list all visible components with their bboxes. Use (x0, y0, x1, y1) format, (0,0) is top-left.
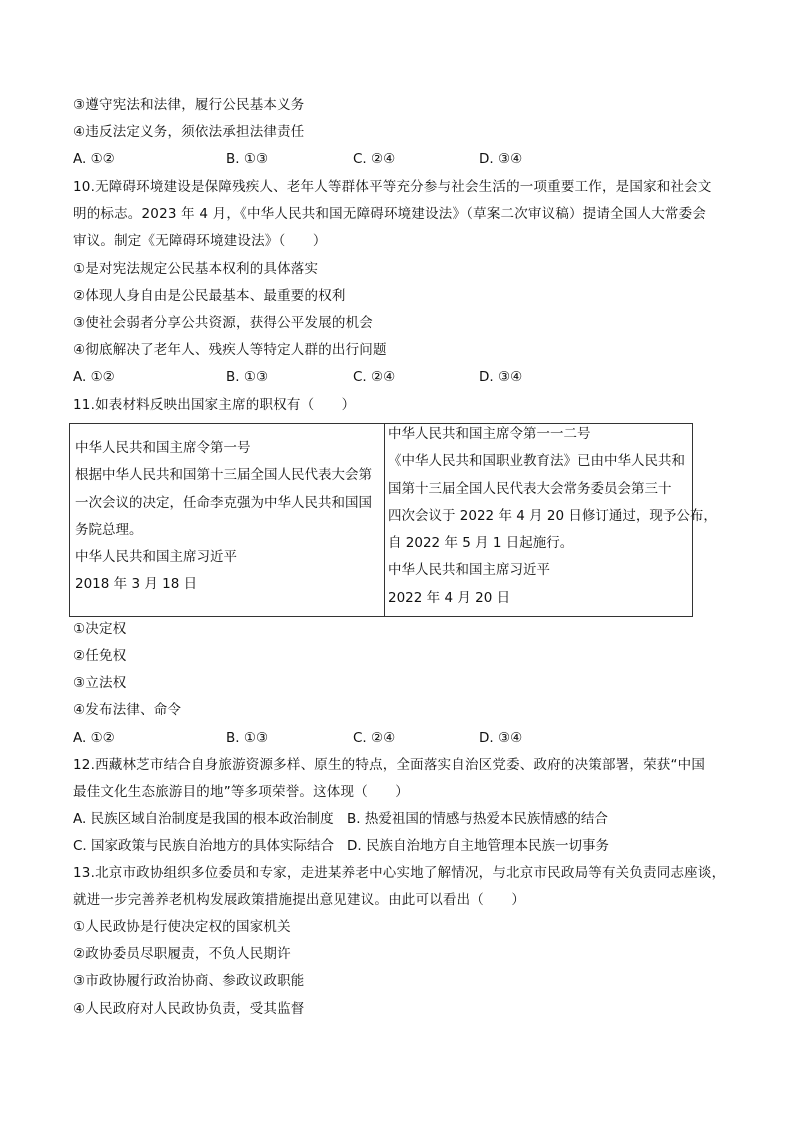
table-cell-right (388, 421, 717, 612)
q12-stem-line-1: 12.西藏林芝市结合自身旅游资源多样、原生的特点，全面落实自治区党委、政府的决策部署，荣获“中国 (73, 757, 706, 773)
q12-stem-line-2: 最佳文化生态旅游目的地”等多项荣誉。这体现（ ） (73, 784, 409, 800)
q9-item-3: ③遵守宪法和法律，履行公民基本义务 (73, 97, 305, 113)
q10-option-b: B. ①③ (226, 369, 269, 385)
q9-option-b: B. ①③ (226, 151, 269, 167)
q10-option-c: C. ②④ (353, 369, 396, 385)
q11-item-4: ④发布法律、命令 (73, 702, 182, 718)
right-line-5: 自 2022 年 5 月 1 日起施行。 (388, 535, 574, 552)
q13-item-1: ①人民政协是行使决定权的国家机关 (73, 919, 291, 935)
right-line-7: 2022 年 4 月 20 日 (388, 589, 511, 606)
q9-option-a: A. ①② (73, 151, 115, 167)
q10-stem-line-3: 审议。制定《无障碍环境建设法》（ ） (73, 233, 327, 249)
right-line-4: 四次会议于 2022 年 4 月 20 日修订通过，现予公布， (388, 507, 717, 524)
q12-option-b: B. 热爱祖国的情感与热爱本民族情感的结合 (347, 811, 608, 827)
right-line-1: 中华人民共和国主席令第一一二号 (388, 426, 591, 442)
q11-stem: 11.如表材料反映出国家主席的职权有（ ） (73, 397, 356, 413)
q11-item-3: ③立法权 (73, 675, 127, 691)
q11-option-c: C. ②④ (353, 730, 396, 746)
q10-stem-line-2: 明的标志。2023 年 4 月，《中华人民共和国无障碍环境建设法》（草案二次审议稿）提请全国人大常委会 (73, 206, 707, 222)
q12-option-d: D. 民族自治地方自主地管理本民族一切事务 (347, 838, 609, 854)
q9-option-d: D. ③④ (479, 151, 523, 167)
right-line-2: 《中华人民共和国职业教育法》已由中华人民共和 (388, 453, 685, 470)
table-cell-left (75, 435, 380, 599)
q10-stem-line-1: 10.无障碍环境建设是保障残疾人、老年人等群体平等充分参与社会生活的一项重要工作，是国家和社会文 (73, 179, 712, 195)
left-line-1: 中华人民共和国主席令第一号 (75, 440, 251, 456)
q11-item-2: ②任免权 (73, 648, 127, 664)
q9-option-c: C. ②④ (353, 151, 396, 167)
q10-item-2: ②体现人身自由是公民最基本、最重要的权利 (73, 288, 346, 304)
right-line-6: 中华人民共和国主席习近平 (388, 562, 550, 579)
q11-option-a: A. ①② (73, 730, 115, 746)
q11-option-b: B. ①③ (226, 730, 269, 746)
left-line-3: 一次会议的决定，任命李克强为中华人民共和国国 (75, 494, 372, 511)
q13-item-4: ④人民政府对人民政协负责，受其监督 (73, 1001, 305, 1017)
q12-option-c: C. 国家政策与民族自治地方的具体实际结合 (73, 838, 335, 854)
q9-item-4: ④违反法定义务，须依法承担法律责任 (73, 124, 305, 140)
table-divider (384, 424, 385, 616)
q13-stem-line-1: 13.北京市政协组织多位委员和专家，走进某养老中心实地了解情况，与北京市民政局等有关负责同志座谈， (73, 865, 726, 881)
q13-item-2: ②政协委员尽职履责，不负人民期许 (73, 946, 291, 962)
q13-item-3: ③市政协履行政治协商、参政议政职能 (73, 973, 305, 989)
left-line-5: 中华人民共和国主席习近平 (75, 549, 237, 566)
left-line-4: 务院总理。 (75, 521, 143, 538)
q10-item-4: ④彻底解决了老年人、残疾人等特定人群的出行问题 (73, 342, 387, 358)
q12-option-a: A. 民族区域自治制度是我国的根本政治制度 (73, 811, 334, 827)
q10-item-1: ①是对宪法规定公民基本权利的具体落实 (73, 261, 319, 277)
q10-option-d: D. ③④ (479, 369, 523, 385)
q13-stem-line-2: 就进一步完善养老机构发展政策措施提出意见建议。由此可以看出（ ） (73, 892, 526, 908)
q11-item-1: ①决定权 (73, 621, 127, 637)
q11-option-d: D. ③④ (479, 730, 523, 746)
left-line-2: 根据中华人民共和国第十三届全国人民代表大会第 (75, 467, 372, 484)
q10-option-a: A. ①② (73, 369, 115, 385)
q10-item-3: ③使社会弱者分享公共资源，获得公平发展的机会 (73, 315, 374, 331)
left-line-6: 2018 年 3 月 18 日 (75, 576, 198, 593)
right-line-3: 国第十三届全国人民代表大会常务委员会第三十 (388, 480, 672, 497)
q11-material-table (69, 423, 717, 617)
